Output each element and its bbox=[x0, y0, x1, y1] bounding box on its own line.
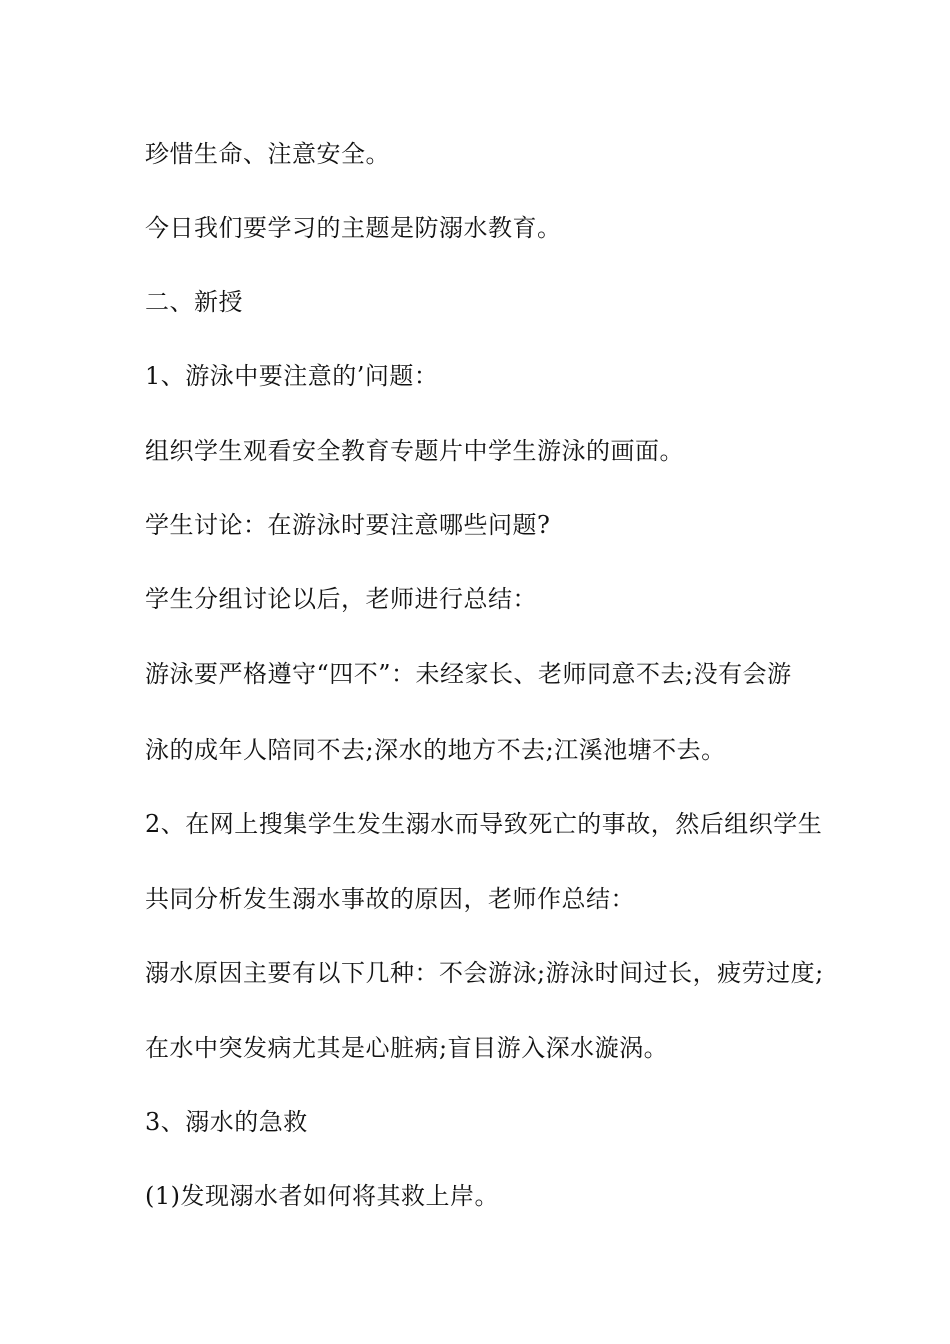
text-line-cherish-life: 珍惜生命、注意安全。 bbox=[145, 140, 390, 168]
text-line-accident-analysis: 共同分析发生溺水事故的原因，老师作总结： bbox=[145, 885, 635, 913]
text-line-rescue-to-shore: (1)发现溺水者如何将其救上岸。 bbox=[145, 1182, 499, 1210]
text-line-four-rules-cont: 泳的成年人陪同不去;深水的地方不去;江溪池塘不去。 bbox=[145, 736, 726, 764]
text-line-teacher-summary: 学生分组讨论以后，老师进行总结： bbox=[145, 585, 537, 613]
item-heading-accident-search: 2、在网上搜集学生发生溺水而导致死亡的事故，然后组织学生 bbox=[145, 810, 823, 838]
text-line-watch-video: 组织学生观看安全教育专题片中学生游泳的画面。 bbox=[145, 437, 684, 465]
text-line-student-discussion: 学生讨论：在游泳时要注意哪些问题? bbox=[145, 511, 551, 539]
text-line-drowning-causes: 溺水原因主要有以下几种：不会游泳;游泳时间过长，疲劳过度; bbox=[145, 959, 824, 987]
section-heading-new-lesson: 二、新授 bbox=[145, 288, 243, 316]
item-heading-swimming-issues: 1、游泳中要注意的’问题： bbox=[145, 362, 439, 390]
text-line-topic: 今日我们要学习的主题是防溺水教育。 bbox=[145, 214, 562, 242]
text-line-drowning-causes-cont: 在水中突发病尤其是心脏病;盲目游入深水漩涡。 bbox=[145, 1034, 669, 1062]
item-heading-first-aid: 3、溺水的急救 bbox=[145, 1108, 308, 1136]
text-line-four-rules: 游泳要严格遵守“四不”：未经家长、老师同意不去;没有会游 bbox=[145, 660, 792, 688]
